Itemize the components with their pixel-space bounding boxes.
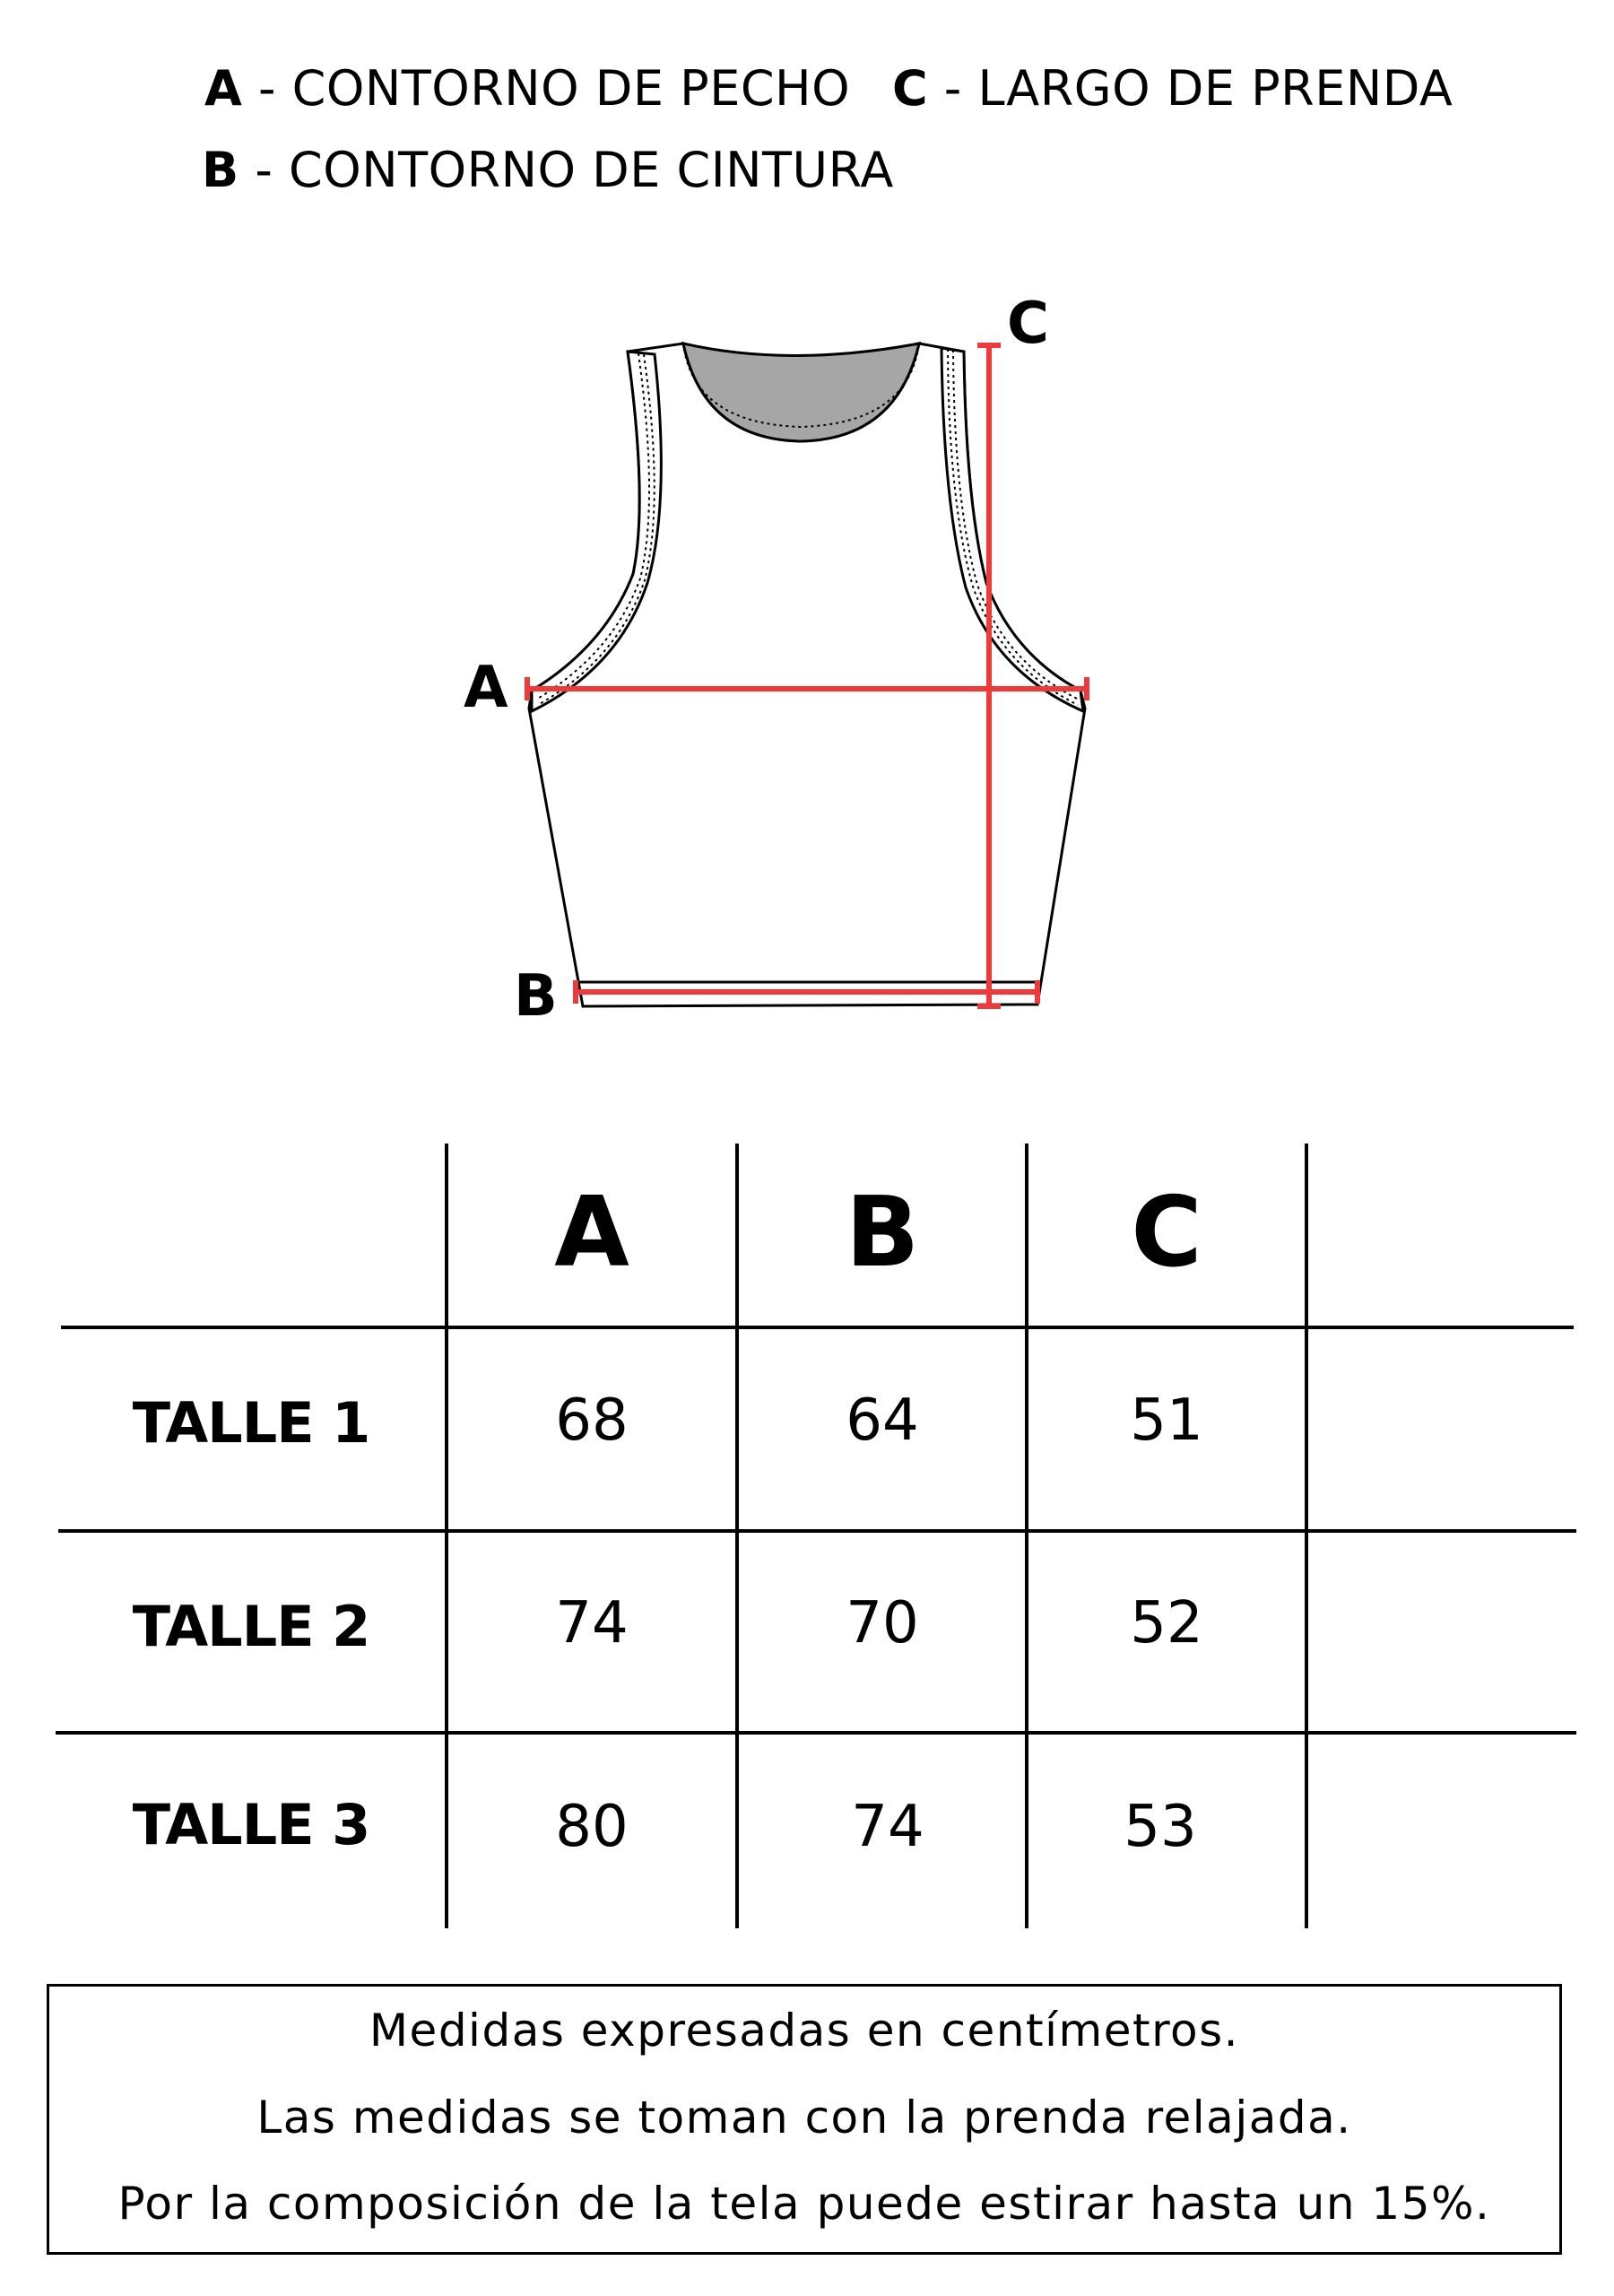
table-divider-h: [61, 1326, 1574, 1329]
table-cell: 80: [555, 1794, 629, 1860]
table-divider-h: [56, 1731, 1576, 1735]
diagram-label-c: C: [1007, 291, 1049, 357]
note-line: Por la composición de la tela puede estirar hasta un 15%.: [117, 2178, 1491, 2230]
legend-text-c: - LARGO DE PRENDA: [928, 60, 1453, 117]
garment-body-outline: [529, 344, 1085, 1006]
table-cell: 74: [851, 1794, 924, 1860]
table-cell: 53: [1124, 1794, 1197, 1860]
diagram-label-a: A: [464, 655, 508, 721]
table-cell: 51: [1130, 1387, 1203, 1454]
legend-text-b: - CONTORNO DE CINTURA: [239, 142, 894, 198]
table-cell: 68: [555, 1387, 629, 1454]
legend-item-c: [892, 60, 1453, 117]
notes-box: [47, 1984, 1562, 2255]
note-line: Las medidas se toman con la prenda relajada.: [256, 2092, 1352, 2144]
table-cell: 74: [555, 1590, 629, 1657]
column-header-c: C: [1131, 1177, 1202, 1289]
legend-item-a: [204, 60, 851, 117]
table-cell: 70: [846, 1590, 919, 1657]
column-header-b: B: [845, 1177, 920, 1289]
column-header-a: A: [554, 1177, 629, 1289]
legend-key-a: A: [204, 60, 243, 117]
table-divider-v: [1305, 1144, 1308, 1928]
legend-key-b: B: [202, 142, 239, 198]
table-divider-h: [58, 1529, 1576, 1533]
legend-text-a: - CONTORNO DE PECHO: [242, 60, 851, 117]
diagram-label-b: B: [514, 963, 558, 1030]
note-line: Medidas expresadas en centímetros.: [369, 2005, 1240, 2057]
table-cell: 64: [846, 1387, 919, 1454]
row-label-talle-3: TALLE 3: [132, 1792, 370, 1857]
garment-diagram: [0, 269, 1614, 1076]
legend-key-c: C: [892, 60, 929, 117]
legend-item-b: [202, 142, 894, 198]
row-label-talle-1: TALLE 1: [132, 1390, 370, 1456]
table-cell: 52: [1130, 1590, 1203, 1657]
row-label-talle-2: TALLE 2: [132, 1594, 370, 1659]
